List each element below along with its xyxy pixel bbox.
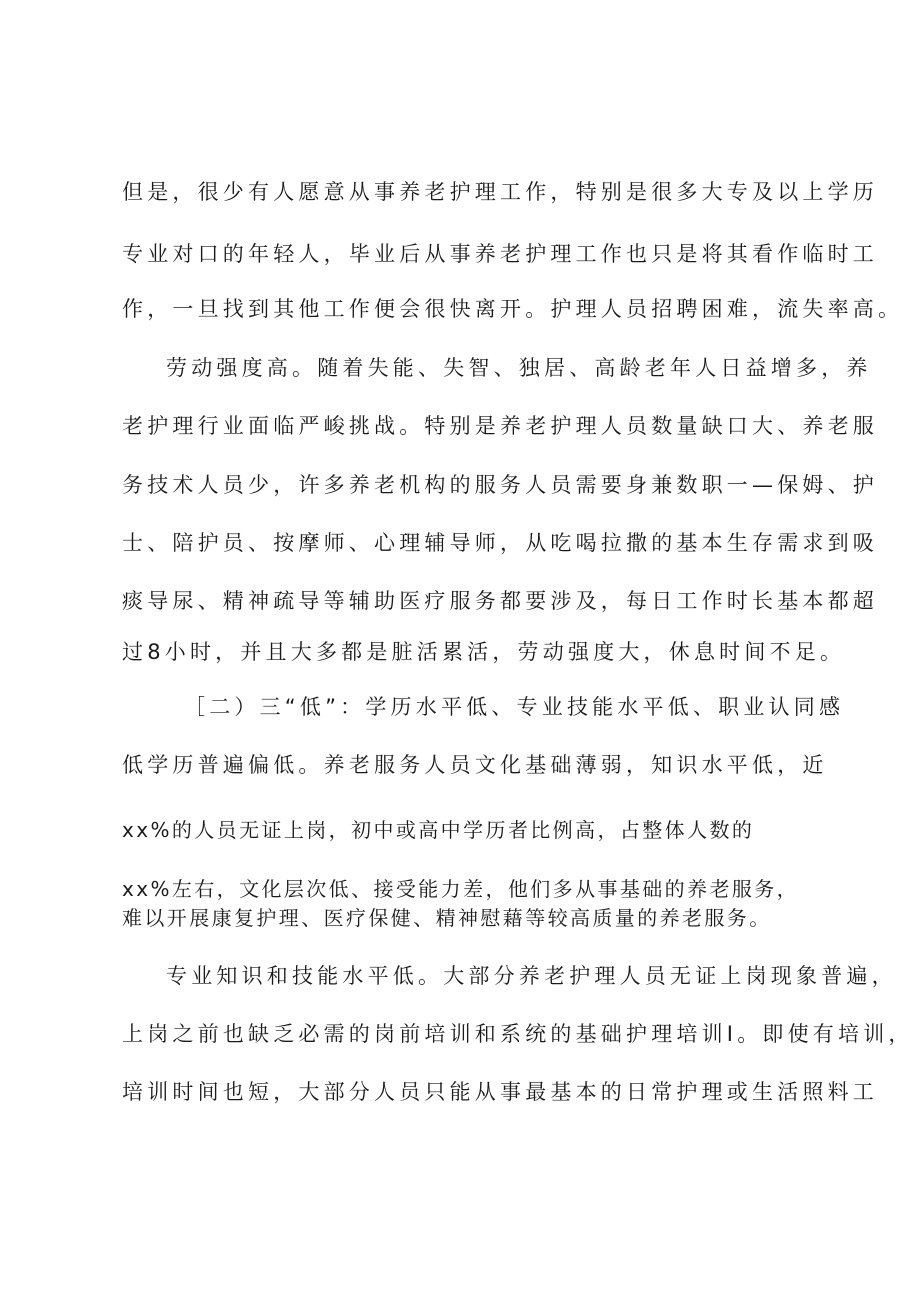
text-line: 士、陪护员、按摩师、心理辅导师，从吃喝拉撒的基本生存需求到吸: [122, 531, 878, 555]
text-line: 老护理行业面临严峻挑战。特别是养老护理人员数量缺口大、养老服: [122, 414, 878, 438]
text-line: xx%的人员无证上岗，初中或高中学历者比例高，占整体人数的: [122, 818, 755, 842]
text-line: 作，一旦找到其他工作便会很快离开。护理人员招聘困难，流失率高。: [122, 297, 904, 321]
text-line: xx%左右，文化层次低、接受能力差，他们多从事基础的养老服务，: [122, 877, 800, 901]
section-heading: ［二）三“低”：学历水平低、专业技能水平低、职业认同感: [184, 695, 845, 719]
text-line: 上岗之前也缺乏必需的岗前培训和系统的基础护理培训I。即使有培训，: [122, 1022, 914, 1046]
text-line: 低学历普遍偏低。养老服务人员文化基础薄弱，知识水平低，近: [122, 753, 828, 777]
text-line: 专业知识和技能水平低。大部分养老护理人员无证上岗现象普遍，: [166, 964, 897, 988]
text-line: 但是，很少有人愿意从事养老护理工作，特别是很多大专及以上学历: [122, 180, 878, 204]
text-line: 痰导尿、精神疏导等辅助医疗服务都要涉及，每日工作时长基本都超: [122, 589, 878, 613]
text-line: 劳动强度高。随着失能、失智、独居、高龄老年人日益增多，养: [166, 356, 872, 380]
text-line: 难以开展康复护理、医疗保健、精神慰藉等较高质量的养老服务。: [122, 906, 772, 930]
text-line: 过8小时，并且大多都是脏活累活，劳动强度大，休息时间不足。: [122, 640, 846, 664]
text-line: 专业对口的年轻人，毕业后从事养老护理工作也只是将其看作临时工: [122, 242, 878, 266]
text-line: 务技术人员少，许多养老机构的服务人员需要身兼数职一—保姆、护: [122, 473, 878, 497]
text-line: 培训时间也短，大部分人员只能从事最基本的日常护理或生活照料工: [122, 1080, 878, 1104]
